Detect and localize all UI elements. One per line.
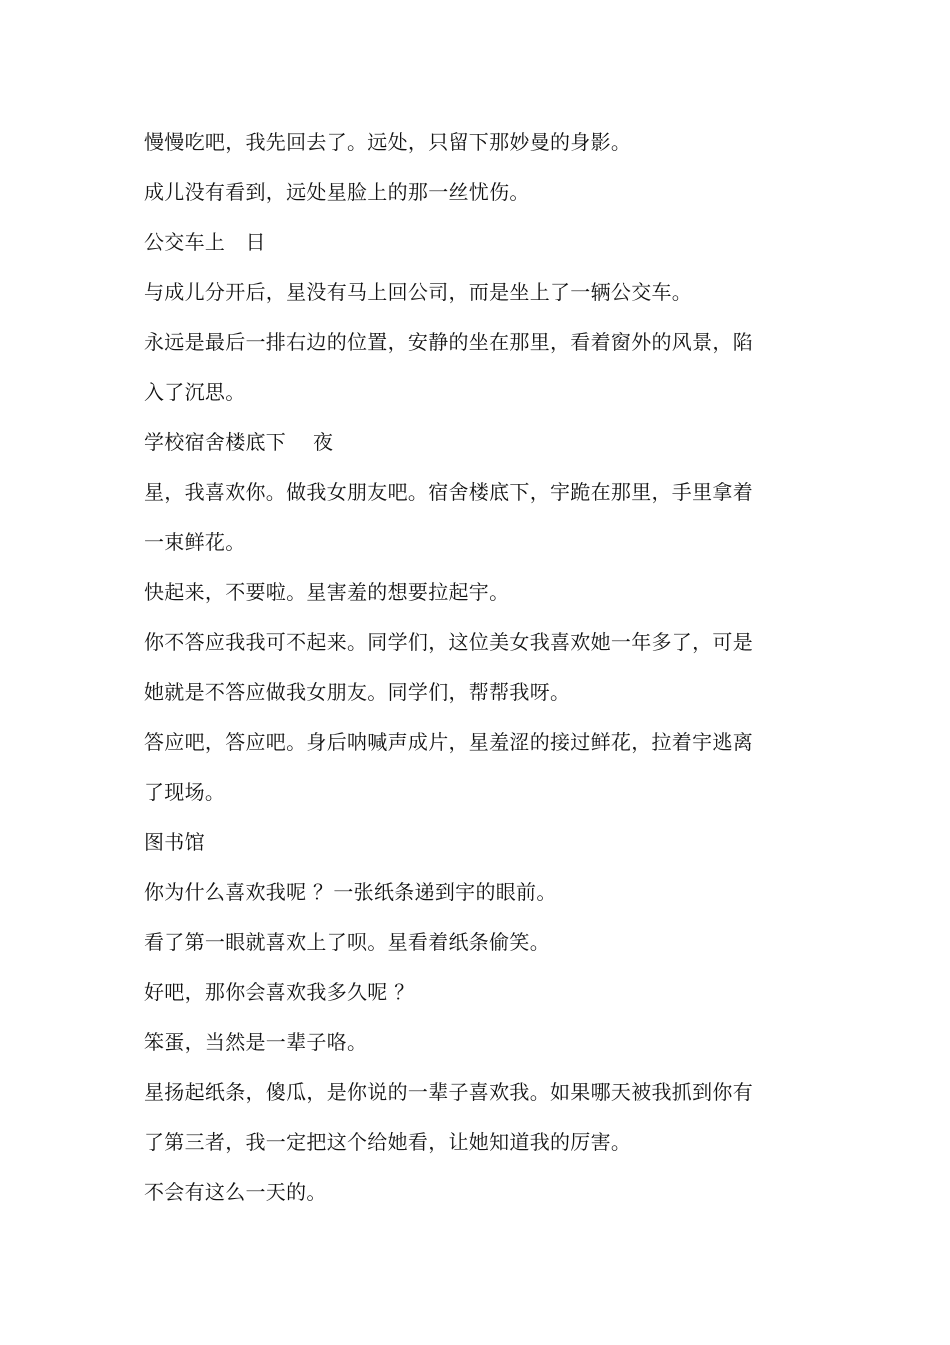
text-line: 成儿没有看到，远处星脸上的那一丝忧伤。 [144, 180, 530, 204]
scene-heading: 图书馆 [144, 830, 205, 854]
text-line: 星，我喜欢你。做我女朋友吧。宿舍楼底下，宇跪在那里，手里拿着 [144, 480, 753, 504]
scene-heading: 学校宿舍楼底下 夜 [144, 430, 334, 454]
text-line: 她就是不答应做我女朋友。同学们，帮帮我呀。 [144, 680, 571, 704]
text-line: 永远是最后一排右边的位置，安静的坐在那里，看着窗外的风景，陷 [144, 330, 753, 354]
text-line: 入了沉思。 [144, 380, 246, 404]
text-line: 了现场。 [144, 780, 226, 804]
text-line: 星扬起纸条，傻瓜，是你说的一辈子喜欢我。如果哪天被我抓到你有 [144, 1080, 753, 1104]
text-line: 了第三者，我一定把这个给她看，让她知道我的厉害。 [144, 1130, 632, 1154]
scene-heading: 公交车上 日 [144, 230, 266, 254]
text-line: 好吧，那你会喜欢我多久呢 ？ [144, 980, 415, 1004]
text-line: 答应吧，答应吧。身后呐喊声成片，星羞涩的接过鲜花，拉着宇逃离 [144, 730, 753, 754]
text-line: 一束鲜花。 [144, 530, 246, 554]
text-line: 笨蛋，当然是一辈子咯。 [144, 1030, 368, 1054]
text-line: 快起来，不要啦。星害羞的想要拉起宇。 [144, 580, 510, 604]
text-line: 你为什么喜欢我呢 ？一张纸条递到宇的眼前。 [144, 880, 557, 904]
text-line: 看了第一眼就喜欢上了呗。星看着纸条偷笑。 [144, 930, 550, 954]
text-line: 与成儿分开后，星没有马上回公司，而是坐上了一辆公交车。 [144, 280, 693, 304]
text-line: 你不答应我我可不起来。同学们，这位美女我喜欢她一年多了，可是 [144, 630, 753, 654]
text-line: 不会有这么一天的。 [144, 1180, 327, 1204]
text-line: 慢慢吃吧，我先回去了。远处，只留下那妙曼的身影。 [144, 130, 632, 154]
